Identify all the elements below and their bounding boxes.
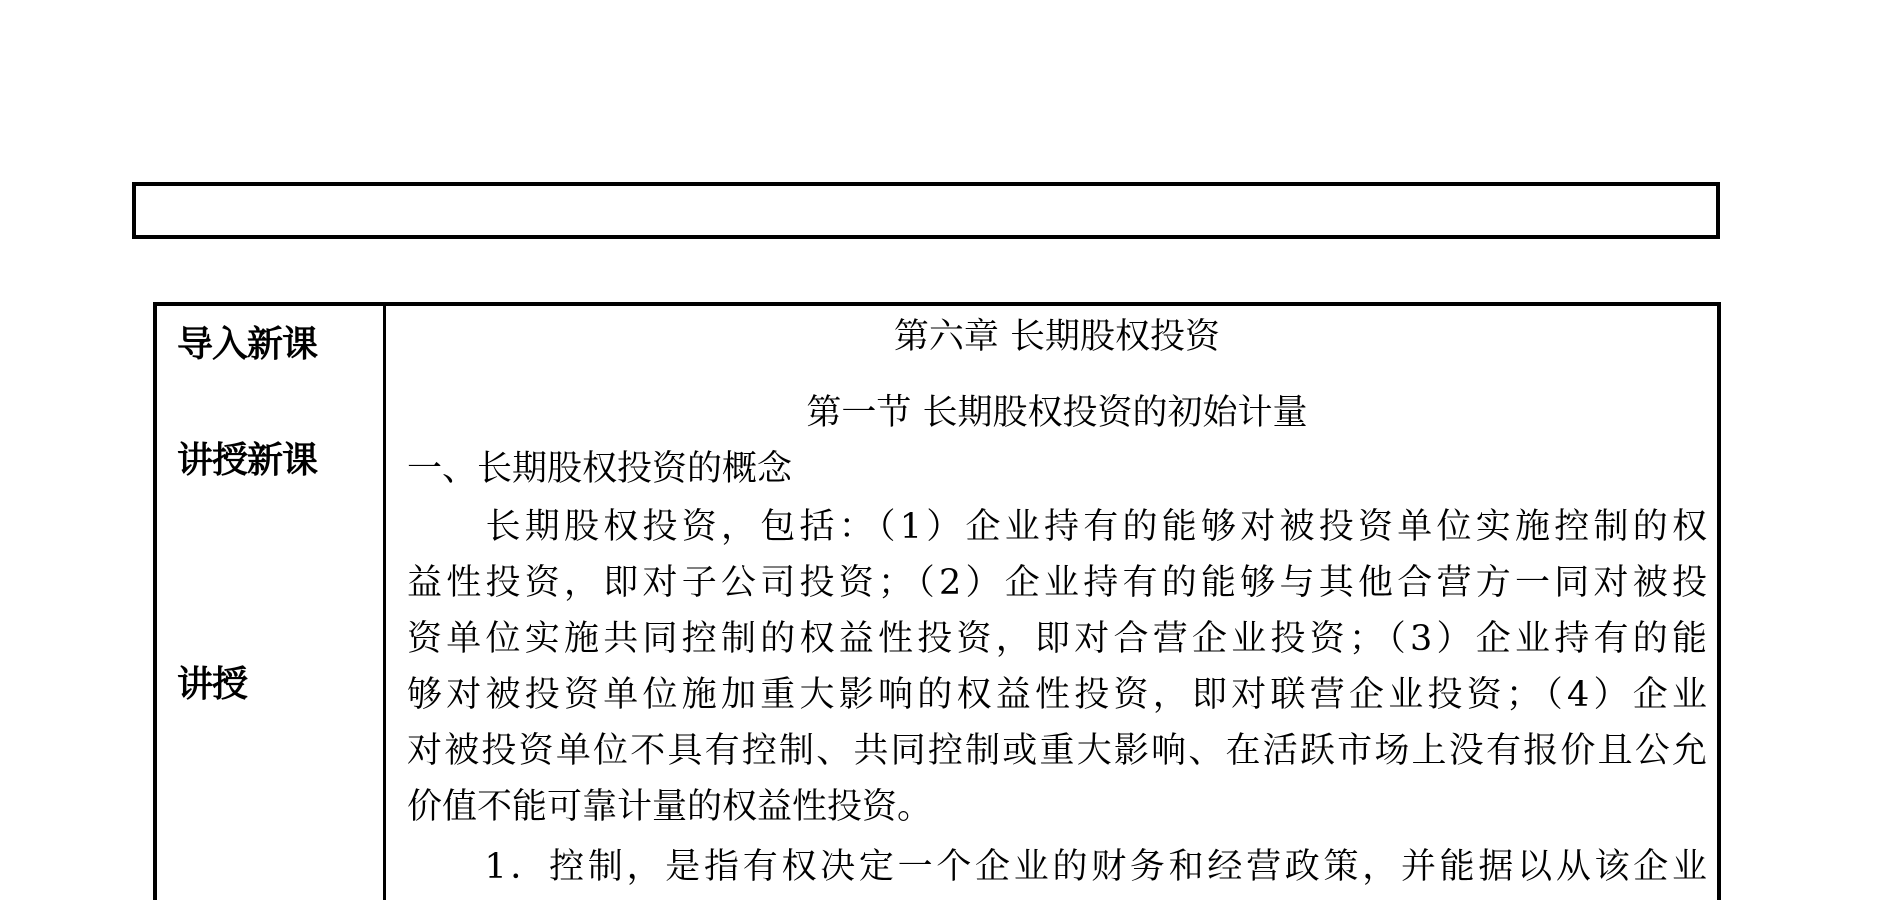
label-teach: 讲授 — [177, 664, 248, 705]
chapter-title: 第六章 长期股权投资 — [893, 317, 1221, 357]
column-divider — [383, 306, 386, 900]
label-teach-new: 讲授新课 — [177, 440, 318, 481]
paragraph-line: 资单位实施共同控制的权益性投资，即对合营企业投资；（3）企业持有的能 — [407, 619, 1707, 659]
section-title: 第一节 长期股权投资的初始计量 — [806, 393, 1308, 433]
paragraph-line: 益性投资，即对子公司投资；（2）企业持有的能够与其他合营方一同对被投 — [407, 563, 1707, 603]
paragraph-line: 够对被投资单位施加重大影响的权益性投资，即对联营企业投资；（4）企业 — [407, 675, 1707, 715]
heading-concept: 一、长期股权投资的概念 — [407, 449, 793, 489]
paragraph-line: 对被投资单位不具有控制、共同控制或重大影响、在活跃市场上没有报价且公允 — [407, 731, 1707, 771]
label-intro: 导入新课 — [177, 324, 318, 365]
lesson-table — [153, 302, 1721, 900]
paragraph-line: 长期股权投资，包括：（1）企业持有的能够对被投资单位实施控制的权 — [407, 507, 1707, 547]
point-control-line: 1．控制，是指有权决定一个企业的财务和经营政策，并能据以从该企业 — [407, 847, 1707, 887]
header-box — [132, 182, 1720, 239]
paragraph-line: 价值不能可靠计量的权益性投资。 — [407, 787, 933, 827]
